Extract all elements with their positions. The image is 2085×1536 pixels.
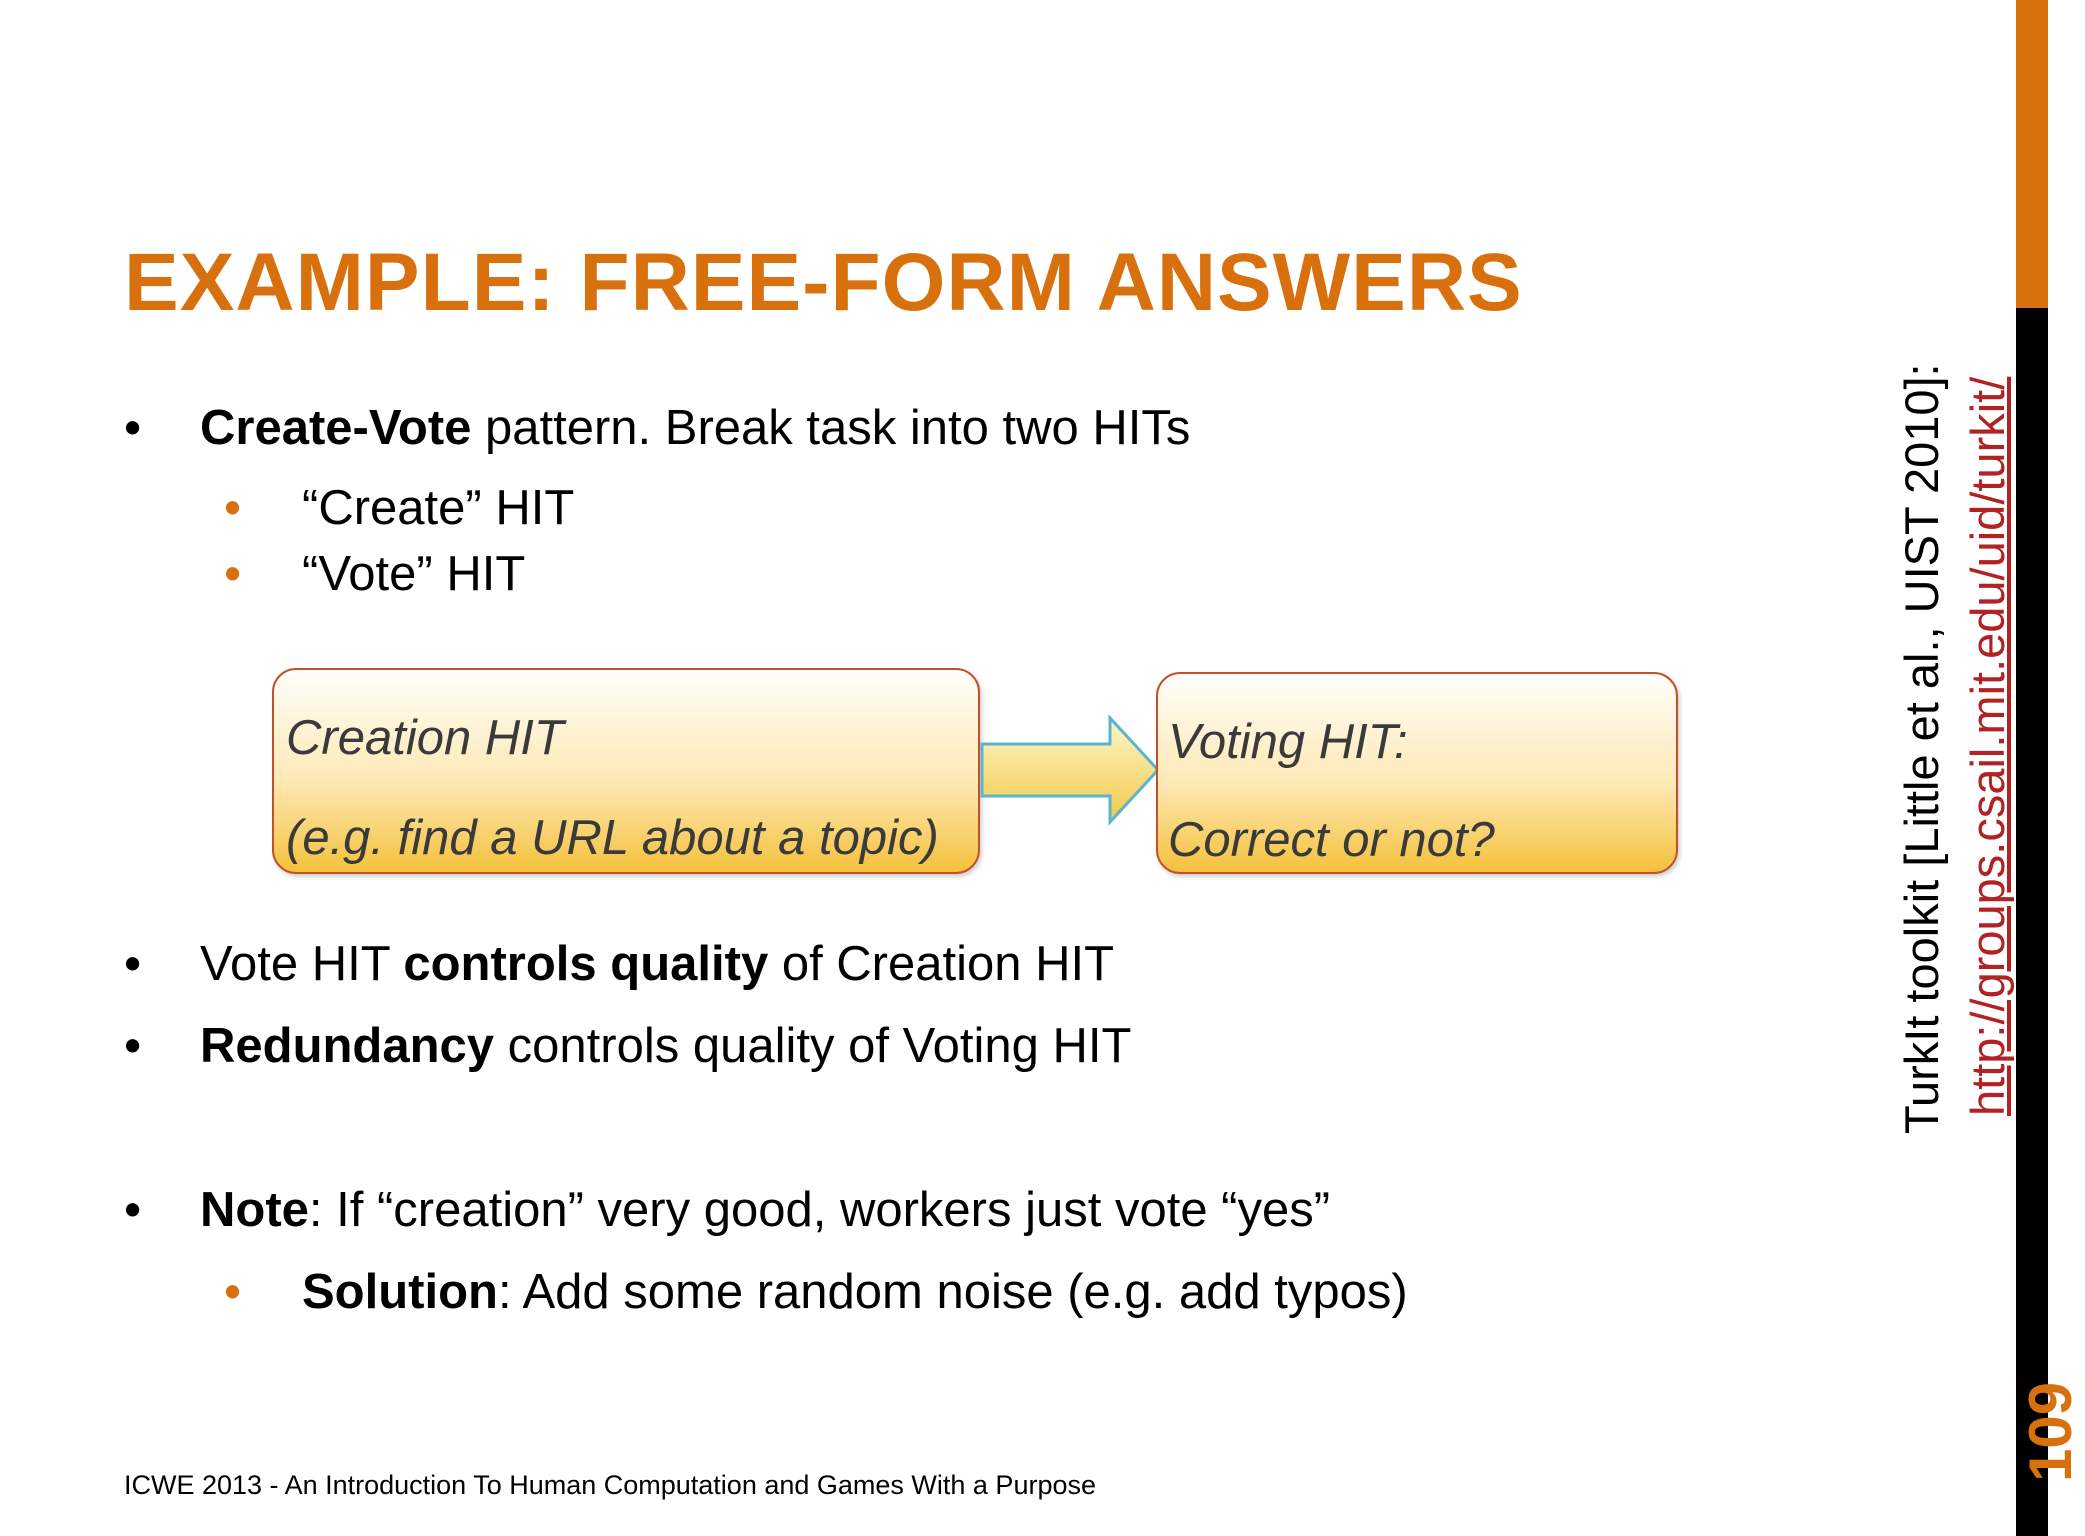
bullet-dot: • <box>124 401 142 455</box>
sub-bullet-text: “Vote” HIT <box>302 547 526 601</box>
creation-hit-example: (e.g. find a URL about a topic) <box>286 811 939 865</box>
turkit-link[interactable]: http://groups.csail.mit.edu/uid/turkit/ <box>1961 376 2014 1116</box>
side-citation: TurkIt toolkit [Little et al., UIST 2010]: <box>1895 363 1948 1134</box>
sub-bullet-text: “Create” HIT <box>302 481 575 535</box>
sub-bullet-dot: • <box>224 481 242 535</box>
slide-footer: ICWE 2013 - An Introduction To Human Computation and Games With a Purpose <box>124 1470 1096 1500</box>
voting-hit-title: Voting HIT: <box>1168 715 1408 769</box>
bullet-text: Create-Vote pattern. Break task into two HITs <box>200 401 1191 455</box>
bullet-dot: • <box>124 1183 142 1237</box>
accent-bar-black <box>2016 308 2048 1536</box>
slide-title: EXAMPLE: FREE-FORM ANSWERS <box>124 237 1523 328</box>
bullet-text: Note: If “creation” very good, workers just vote “yes” <box>200 1183 1331 1237</box>
voting-hit-box <box>1156 672 1678 874</box>
creation-hit-title: Creation HIT <box>286 711 564 765</box>
accent-bar-orange <box>2016 0 2048 308</box>
voting-hit-question: Correct or not? <box>1168 813 1495 867</box>
bullet-dot: • <box>124 1019 142 1073</box>
sub-bullet-dot: • <box>224 547 242 601</box>
sub-bullet-text: Solution: Add some random noise (e.g. add typos) <box>302 1265 1408 1319</box>
creation-hit-box <box>272 668 980 874</box>
bullet-text: Vote HIT controls quality of Creation HIT <box>200 937 1115 991</box>
page-number: 109 <box>2017 1381 2084 1482</box>
sub-bullet-dot: • <box>224 1265 242 1319</box>
bullet-dot: • <box>124 937 142 991</box>
right-arrow-icon <box>980 716 1160 824</box>
bullet-text: Redundancy controls quality of Voting HIT <box>200 1019 1132 1073</box>
